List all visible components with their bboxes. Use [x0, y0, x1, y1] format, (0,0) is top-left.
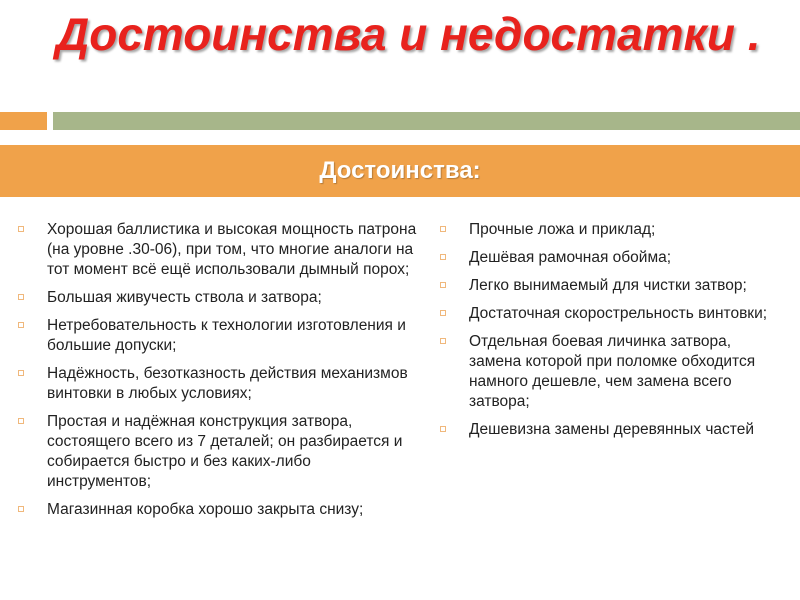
list-item [440, 420, 780, 440]
title-rule [53, 112, 800, 130]
list-item-text: Отдельная боевая личинка затвора, замена которой при поломке обходится намного дешевле, чем замена всего затвора; [469, 333, 756, 410]
list-item-text: Легко вынимаемый для чистки затвор; [469, 277, 747, 294]
square-bullet-icon [440, 426, 446, 432]
list-item-text: Большая живучесть ствола и затвора; [47, 289, 322, 306]
list-item-text: Надёжность, безотказность действия механизмов винтовки в любых условиях; [47, 365, 408, 402]
square-bullet-icon [440, 254, 446, 260]
list-item [440, 332, 780, 412]
square-bullet-icon [440, 310, 446, 316]
list-item-text: Прочные ложа и приклад; [469, 221, 656, 238]
square-bullet-icon [18, 506, 24, 512]
advantages-list-left [18, 220, 418, 528]
square-bullet-icon [440, 282, 446, 288]
square-bullet-icon [440, 338, 446, 344]
advantages-list-right [440, 220, 780, 448]
list-item [440, 304, 780, 324]
list-item-text: Дешёвая рамочная обойма; [469, 249, 672, 266]
list-item [18, 316, 418, 356]
list-item [18, 500, 418, 520]
square-bullet-icon [440, 226, 446, 232]
list-item [18, 288, 418, 308]
list-item [440, 220, 780, 240]
list-item [18, 220, 418, 280]
list-item-text: Нетребовательность к технологии изготовления и большие допуски; [47, 317, 406, 354]
square-bullet-icon [18, 322, 24, 328]
list-item [18, 412, 418, 492]
section-banner: Достоинства: [0, 145, 800, 197]
list-item-text: Хорошая баллистика и высокая мощность патрона (на уровне .30-06), при том, что многие аналоги на тот момент всё ещё использовали дымный порох; [47, 221, 417, 278]
list-item-text: Простая и надёжная конструкция затвора, состоящего всего из 7 деталей; он разбирается и собирается быстро и без каких-либо инструментов; [47, 413, 403, 490]
list-item-text: Магазинная коробка хорошо закрыта снизу; [47, 501, 364, 518]
square-bullet-icon [18, 370, 24, 376]
list-item-text: Достаточная скорострельность винтовки; [469, 305, 768, 322]
title-rule-accent [0, 112, 47, 130]
slide-title: Достоинства и недостатки . [56, 8, 761, 60]
list-item [440, 276, 780, 296]
square-bullet-icon [18, 226, 24, 232]
square-bullet-icon [18, 418, 24, 424]
list-item-text: Дешевизна замены деревянных частей [469, 421, 754, 438]
list-item [440, 248, 780, 268]
list-item [18, 364, 418, 404]
square-bullet-icon [18, 294, 24, 300]
